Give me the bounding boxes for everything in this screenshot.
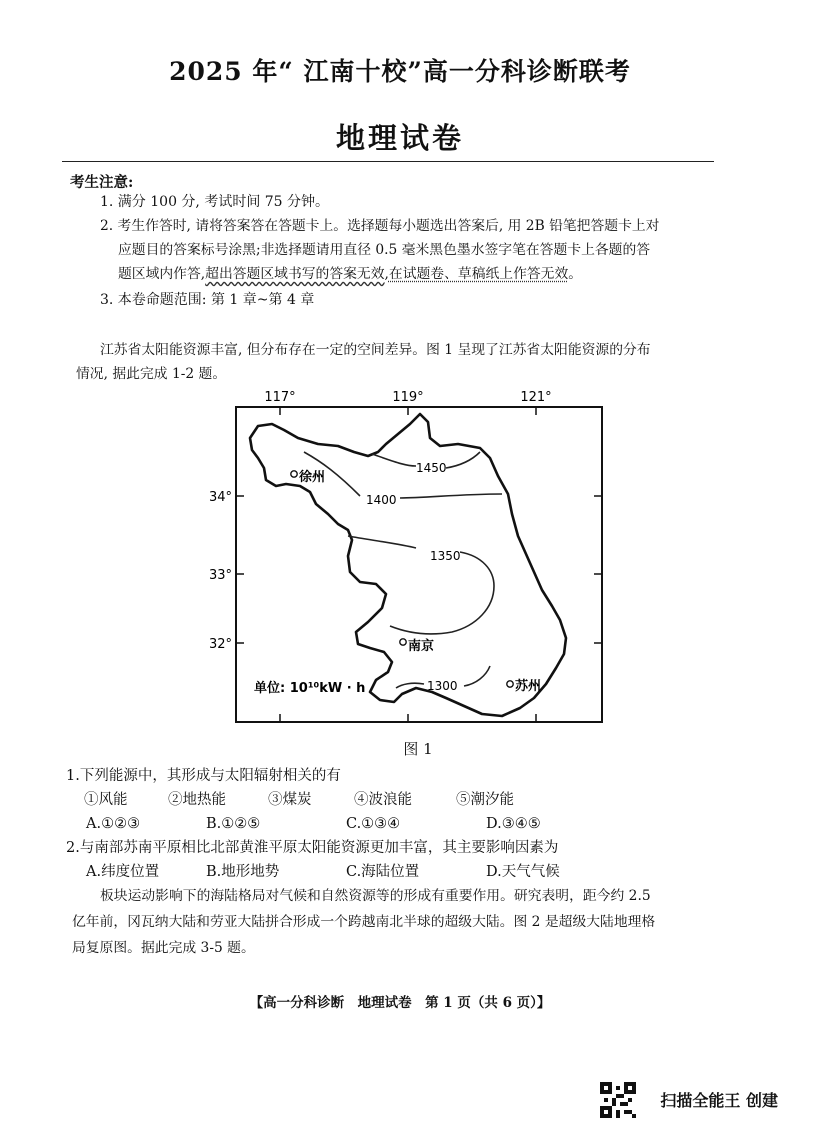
map-frame <box>236 407 602 722</box>
header-rule <box>62 161 714 162</box>
intro1-line-2: 情况, 据此完成 1-2 题。 <box>76 366 227 382</box>
province-outline <box>250 414 566 716</box>
scanner-watermark: 扫描全能王 创建 <box>660 1091 778 1110</box>
q1-stem: 1.下列能源中，其形成与太阳辐射相关的有 <box>66 768 341 784</box>
q1-item-3: ③煤炭 <box>268 792 312 808</box>
isoline-label-1450: 1450 <box>416 461 447 475</box>
q1-item-4: ④波浪能 <box>354 792 412 808</box>
map-unit: 单位: 10¹⁰kW · h <box>254 681 366 696</box>
isoline-label-1300: 1300 <box>427 679 458 693</box>
q2-option-b: B.地形地势 <box>206 864 280 880</box>
city-label-suzhou: 苏州 <box>515 679 542 694</box>
note-period: 。 <box>568 266 583 282</box>
figure-caption: 图 1 <box>403 740 433 758</box>
exam-title: 2025 年“ 江南十校”高一分科诊断联考 <box>169 57 631 86</box>
lat-label-34: 34° <box>208 490 232 505</box>
city-label-nanjing: 南京 <box>408 639 435 654</box>
q1-option-d: D.③④⑤ <box>486 816 541 832</box>
map-ticks <box>236 407 602 722</box>
q2-option-a: A.纬度位置 <box>86 864 160 880</box>
note-item-3: 3. 本卷命题范围: 第 1 章~第 4 章 <box>100 292 315 308</box>
page-footer: 【高一分科诊断 地理试卷 第 1 页（共 6 页）】 <box>249 995 551 1011</box>
note-item-2-line-1: 2. 考生作答时, 请将答案答在答题卡上。选择题每小题选出答案后, 用 2B 铅笔把答题卡上对 <box>100 218 660 234</box>
q1-item-2: ②地热能 <box>168 792 226 808</box>
note-item-2-line-3 <box>118 264 582 284</box>
isoline-label-1400: 1400 <box>366 493 397 507</box>
notes-heading: 考生注意: <box>70 174 134 191</box>
q1-option-c: C.①③④ <box>346 816 401 832</box>
qr-code-icon <box>600 1082 636 1118</box>
note-text: 题区域内作答, <box>118 266 206 282</box>
note-item-1: 1. 满分 100 分, 考试时间 75 分钟。 <box>100 194 330 210</box>
lat-label-32: 32° <box>208 637 232 652</box>
q1-item-5: ⑤潮汐能 <box>456 792 514 808</box>
note-emphasis-2: 在试题卷、草稿纸上作答无效 <box>388 266 569 282</box>
intro2-line-1: 板块运动影响下的海陆格局对气候和自然资源等的形成有重要作用。研究表明，距今约 2.5 <box>100 888 651 904</box>
city-marker-xuzhou <box>291 471 297 477</box>
q2-stem: 2.与南部苏南平原相比北部黄淮平原太阳能资源更加丰富，其主要影响因素为 <box>66 840 559 856</box>
q2-option-d: D.天气气候 <box>486 864 560 880</box>
lat-label-33: 33° <box>208 568 232 583</box>
note-comma: , <box>384 266 389 282</box>
lon-label-117: 117° <box>264 390 296 405</box>
city-label-xuzhou: 徐州 <box>299 470 326 485</box>
note-emphasis-1: 超出答题区域书写的答案无效 <box>205 266 385 282</box>
q2-option-c: C.海陆位置 <box>346 864 420 880</box>
city-marker-nanjing <box>400 639 406 645</box>
isoline-label-1350: 1350 <box>430 549 461 563</box>
q1-item-1: ①风能 <box>84 792 128 808</box>
intro2-line-3: 局复原图。据此完成 3-5 题。 <box>72 940 255 956</box>
lon-label-119: 119° <box>392 390 424 405</box>
q1-option-b: B.①②⑤ <box>206 816 261 832</box>
city-marker-suzhou <box>507 681 513 687</box>
q1-option-a: A.①②③ <box>86 816 141 832</box>
exam-subject: 地理试卷 <box>335 121 464 155</box>
jiangsu-solar-map <box>208 386 620 731</box>
intro1-line-1: 江苏省太阳能资源丰富, 但分布存在一定的空间差异。图 1 呈现了江苏省太阳能资源的分布 <box>100 342 651 358</box>
note-item-2-line-2: 应题目的答案标号涂黑;非选择题请用直径 0.5 毫米黑色墨水签字笔在答题卡上各题的答 <box>118 242 651 258</box>
intro2-line-2: 亿年前，冈瓦纳大陆和劳亚大陆拼合形成一个跨越南北半球的超级大陆。图 2 是超级大陆地理格 <box>72 914 656 930</box>
lon-label-121: 121° <box>520 390 552 405</box>
